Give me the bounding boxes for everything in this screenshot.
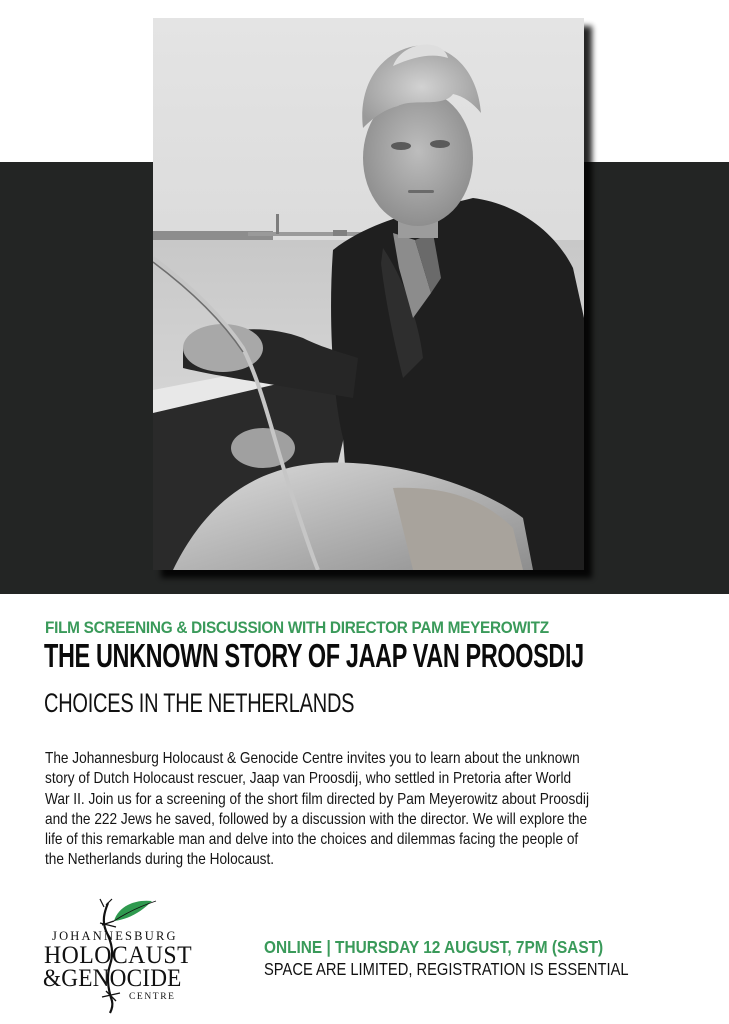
- logo-line-genocide: &GENOCIDE: [43, 965, 182, 992]
- logo-line-johannesburg: JOHANNESBURG: [52, 929, 178, 943]
- organization-logo: [30, 893, 210, 1015]
- event-date-time: ONLINE | THURSDAY 12 AUGUST, 7PM (SAST): [264, 937, 604, 957]
- description-line: life of this remarkable man and delve into the choices and dilemmas facing the people of: [45, 831, 579, 849]
- description-line: The Johannesburg Holocaust & Genocide Centre invites you to learn about the unknown: [45, 750, 580, 767]
- portrait-photo: [153, 18, 584, 570]
- event-subtitle: FILM SCREENING & DISCUSSION WITH DIRECTOR PAM MEYEROWITZ: [45, 619, 549, 637]
- description-line: story of Dutch Holocaust rescuer, Jaap van Proosdij, who settled in Pretoria after World: [45, 770, 572, 788]
- description-line: the Netherlands during the Holocaust.: [45, 851, 275, 869]
- event-tagline: CHOICES IN THE NETHERLANDS: [44, 688, 355, 718]
- portrait-photo-image: [153, 18, 584, 570]
- description-line: War II. Join us for a screening of the short film directed by Pam Meyerowitz about Proosdij: [45, 790, 589, 808]
- registration-notice: SPACE ARE LIMITED, REGISTRATION IS ESSENTIAL: [264, 959, 629, 979]
- event-title: THE UNKNOWN STORY OF JAAP VAN PROOSDIJ: [44, 637, 584, 674]
- logo-line-centre: CENTRE: [129, 992, 176, 1002]
- logo-line-holocaust: HOLOCAUST: [44, 942, 193, 969]
- description-line: and the 222 Jews he saved, followed by a discussion with the director. We will explore the: [45, 810, 588, 828]
- event-description: [45, 749, 675, 871]
